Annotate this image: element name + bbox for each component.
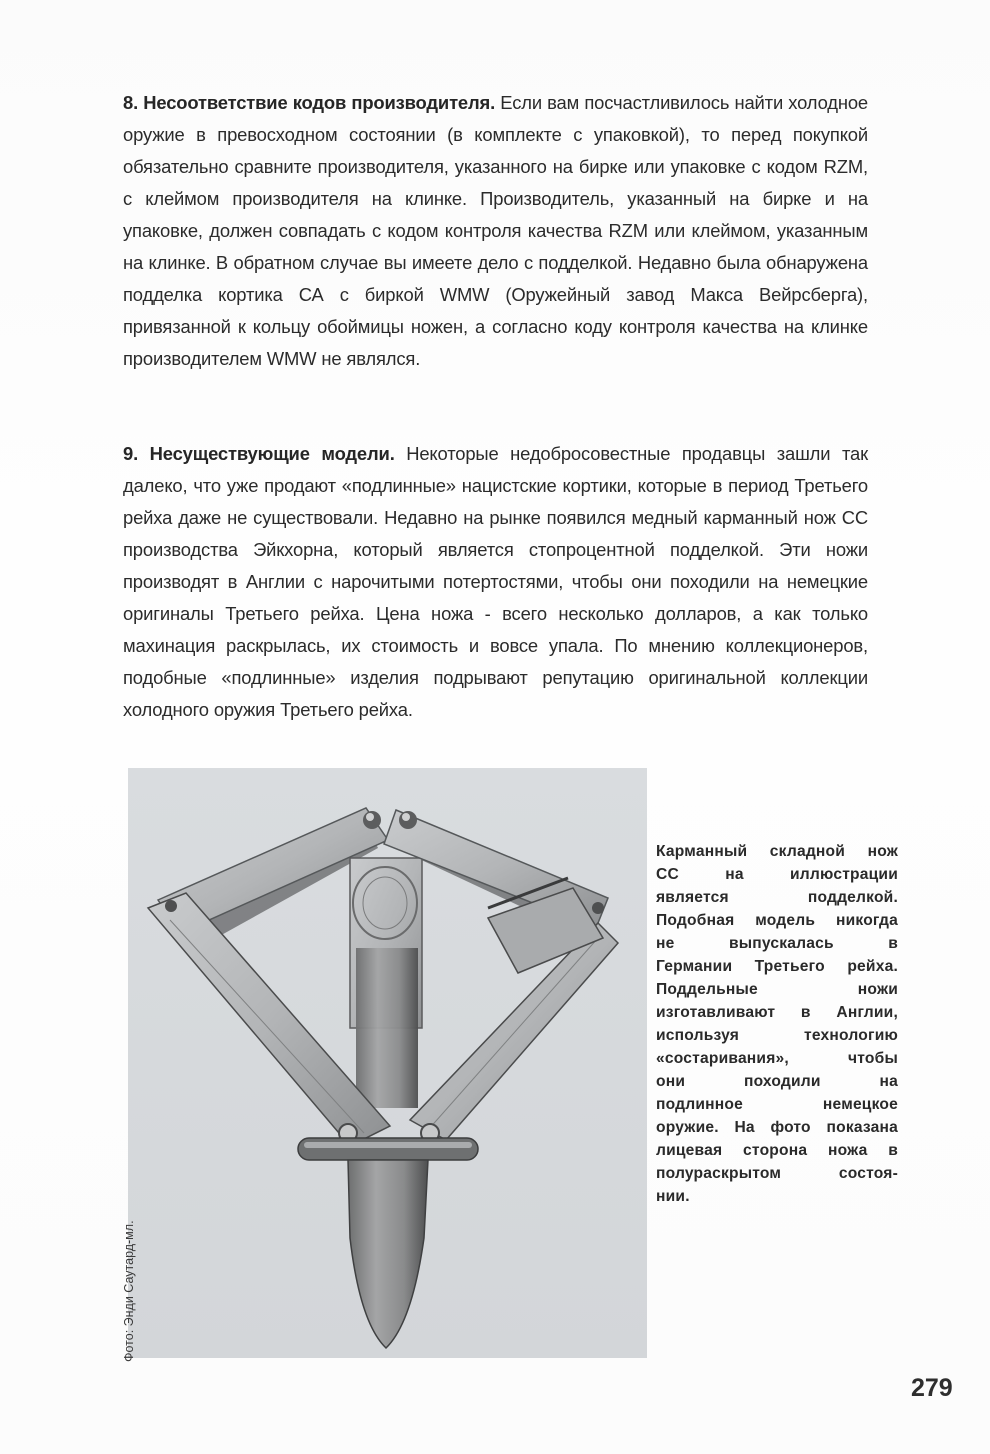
caption-line: они походили на — [656, 1073, 898, 1090]
page-number: 279 — [911, 1374, 953, 1402]
caption-line: Поддельные ножи — [656, 981, 898, 998]
section-8-paragraph — [123, 87, 868, 375]
section-9-paragraph — [123, 438, 868, 726]
caption-line: изготавливают в Англии, — [656, 1004, 898, 1021]
figure-caption — [656, 840, 898, 1208]
photo-credit: Фото: Энди Саутард-мл. — [122, 1220, 136, 1362]
caption-line: оружие. На фото показана — [656, 1119, 898, 1136]
section-8-body: Если вам посчастливилось найти холодное оружие в превосходном состоянии (в комплекте с упаковкой), то перед покупкой обязательно сравните производителя, указанного на бирке или упаковке с кодом RZM, с клеймом производителя на клинке. Производитель, указанный на бирке и на упаковке, должен совпадать с кодом контроля качества RZM или клеймом, указанным на клинке. В обратном случае вы имеете дело с подделкой. Недавно была обнаружена подделка кортика СА с биркой WMW (Оружейный завод Макса Вейрсберга), привязанной к кольцу обоймицы ножен, а согласно коду контроля качества на клинке производителем WMW не являлся. — [123, 92, 868, 369]
caption-line: Карманный складной нож — [656, 843, 898, 860]
caption-line: подлинное немецкое — [656, 1096, 898, 1113]
section-9-body: Некоторые недобросовестные продавцы зашли так далеко, что уже продают «подлинные» нацистские кортики, которые в период Третьего рейха даже не существовали. Недавно на рынке появился медный карманный нож СС производства Эйкхорна, который является стопроцентной подделкой. Эти ножи производят в Англии с нарочитыми потертостями, чтобы они походили на немецкие оригиналы Третьего рейха. Цена ножа - всего несколько долларов, а как только махинация раскрылась, их стоимость и вовсе упала. По мнению коллекционеров, подобные «подлинные» изделия подрывают репутацию оригинальной коллекции холодного оружия Третьего рейха. — [123, 443, 868, 720]
caption-line: не выпускалась в — [656, 935, 898, 952]
caption-line: нии. — [656, 1188, 690, 1205]
folding-knife-illustration-icon — [128, 768, 647, 1358]
caption-line: полураскрытом состоя- — [656, 1165, 898, 1182]
section-8-heading: 8. Несоответствие кодов производителя. — [123, 92, 496, 113]
knife-photo — [128, 768, 647, 1358]
caption-line: «состаривания», чтобы — [656, 1050, 898, 1067]
caption-line: используя технологию — [656, 1027, 898, 1044]
caption-line: лицевая сторона ножа в — [656, 1142, 898, 1159]
caption-line: СС на иллюстрации — [656, 866, 898, 883]
section-9-heading: 9. Несуществующие модели. — [123, 443, 395, 464]
caption-line: Германии Третьего рейха. — [656, 958, 898, 975]
caption-line: является подделкой. — [656, 889, 898, 906]
caption-line: Подобная модель никогда — [656, 912, 898, 929]
